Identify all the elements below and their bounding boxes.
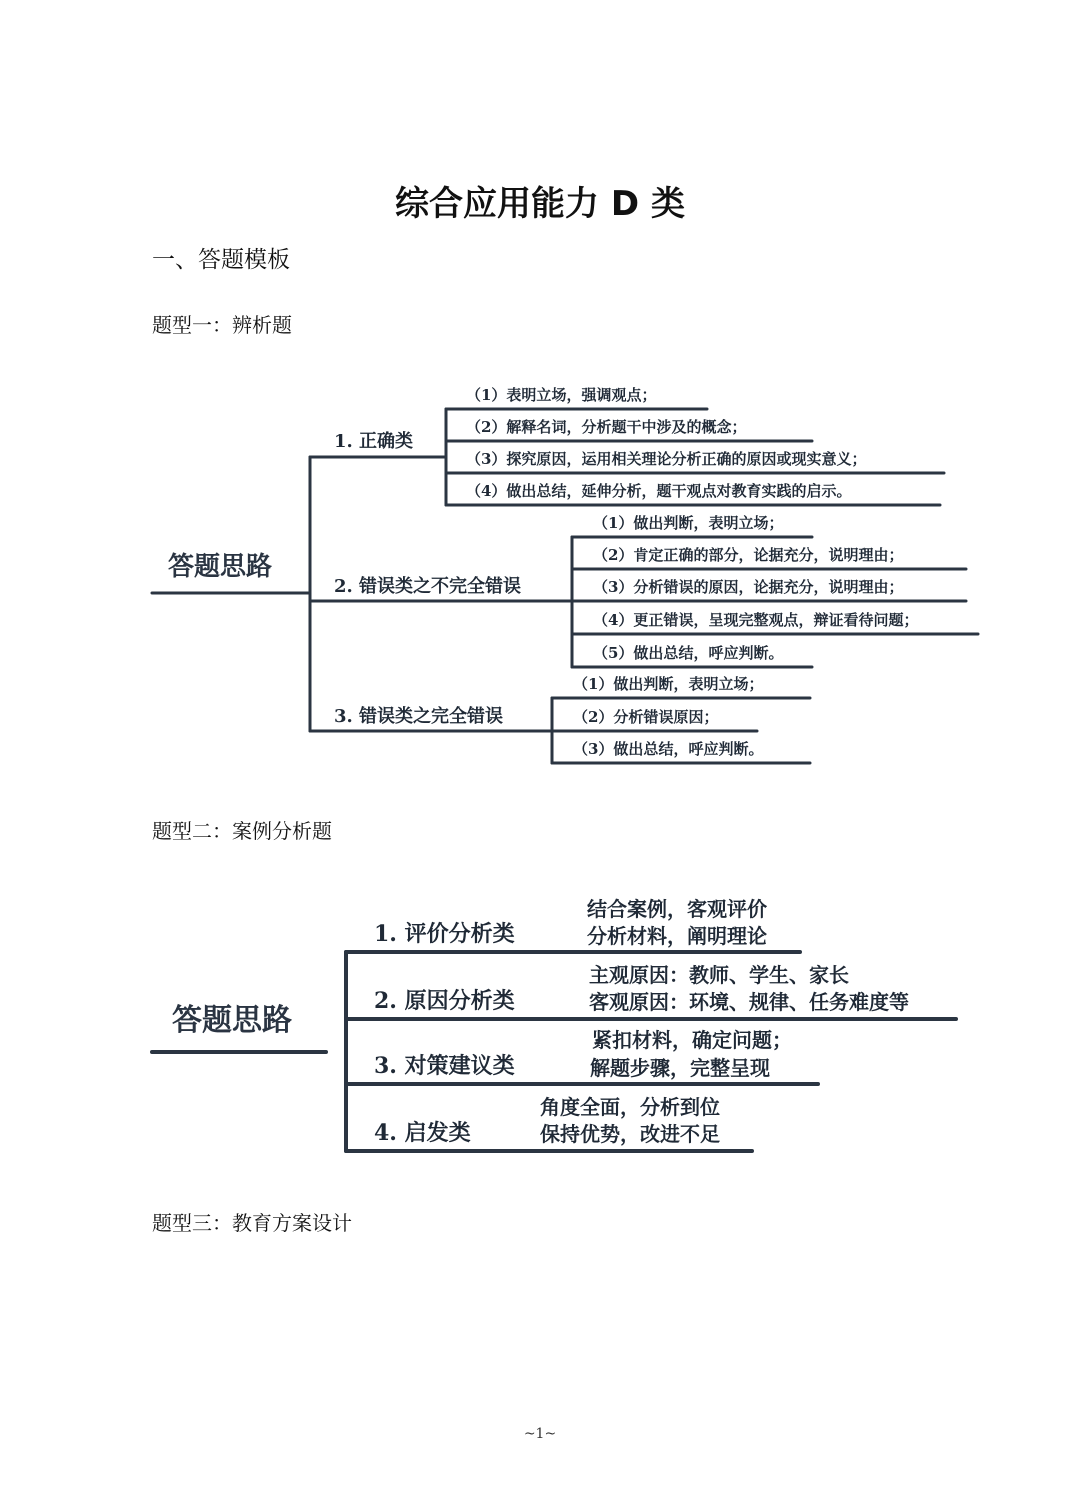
q2-detail: 主观原因：教师、学生、家长 xyxy=(589,963,849,987)
q2-detail: 角度全面，分析到位 xyxy=(540,1095,720,1119)
q1-item: （3）做出总结，呼应判断。 xyxy=(573,740,764,758)
q2-detail: 客观原因：环境、规律、任务难度等 xyxy=(589,990,909,1014)
page-title: 综合应用能力 D 类 xyxy=(395,184,685,224)
q2-detail: 结合案例，客观评价 xyxy=(587,897,767,921)
q1-item: （3）探究原因，运用相关理论分析正确的原因或现实意义； xyxy=(466,450,867,468)
page-number: ~1~ xyxy=(523,1426,557,1442)
q3-heading: 题型三：教育方案设计 xyxy=(152,1211,352,1235)
q1-branch-label: 1. 正确类 xyxy=(334,431,414,452)
q2-branch-label: 2. 原因分析类 xyxy=(374,988,515,1014)
q1-item: （2）肯定正确的部分，论据充分，说明理由； xyxy=(593,546,904,564)
q1-branch-label: 2. 错误类之不完全错误 xyxy=(334,576,522,597)
q1-branch-label: 3. 错误类之完全错误 xyxy=(334,706,504,727)
q2-branch-label: 1. 评价分析类 xyxy=(374,921,515,947)
q1-heading: 题型一：辨析题 xyxy=(152,313,292,337)
q1-item: （2）解释名词，分析题干中涉及的概念； xyxy=(466,418,747,436)
q1-item: （1）做出判断，表明立场； xyxy=(573,675,764,693)
q2-detail: 保持优势，改进不足 xyxy=(540,1122,720,1146)
section-heading: 一、答题模板 xyxy=(152,247,290,273)
q2-heading: 题型二：案例分析题 xyxy=(152,819,332,843)
q2-detail: 分析材料，阐明理论 xyxy=(587,924,767,948)
q1-root-label: 答题思路 xyxy=(168,552,273,582)
q1-item: （3）分析错误的原因，论据充分，说明理由； xyxy=(593,578,904,596)
q1-item: （5）做出总结，呼应判断。 xyxy=(593,644,784,662)
q2-branch-label: 3. 对策建议类 xyxy=(374,1053,515,1079)
q1-item: （4）做出总结，延伸分析，题干观点对教育实践的启示。 xyxy=(466,482,852,500)
q2-detail: 解题步骤，完整呈现 xyxy=(590,1056,770,1080)
q1-item: （1）做出判断，表明立场； xyxy=(593,514,784,532)
q2-root-label: 答题思路 xyxy=(172,1003,292,1038)
q1-item: （1）表明立场，强调观点； xyxy=(466,386,657,404)
q2-branch-label: 4. 启发类 xyxy=(374,1120,471,1146)
q1-item: （2）分析错误原因； xyxy=(573,708,719,726)
q1-item: （4）更正错误，呈现完整观点，辩证看待问题； xyxy=(593,611,919,629)
q2-detail: 紧扣材料，确定问题； xyxy=(592,1028,792,1052)
